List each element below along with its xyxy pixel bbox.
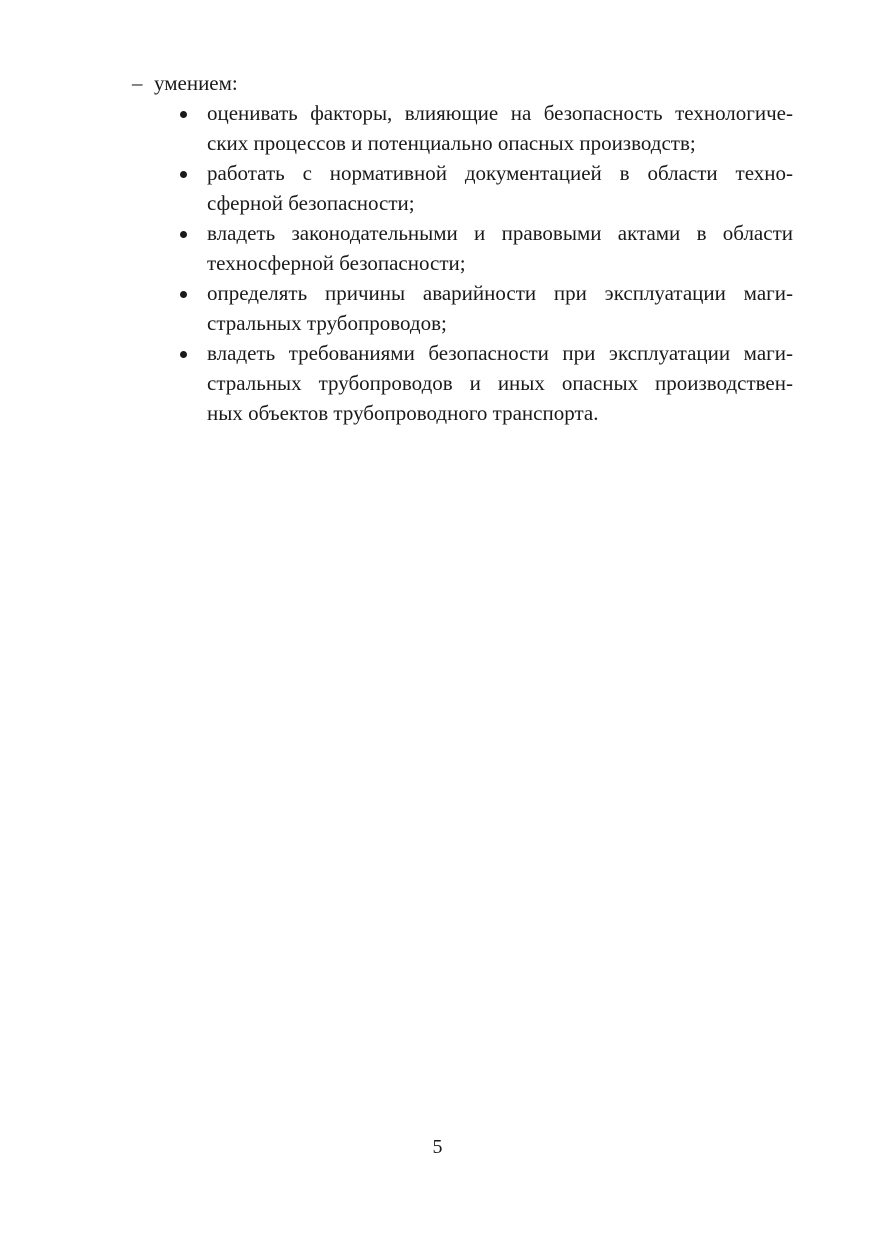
lead-item xyxy=(132,68,238,98)
list-item-line: техносферной безопасности; xyxy=(207,251,466,275)
list-item-line: работать с нормативной документацией в области техно- xyxy=(207,161,793,185)
list-item xyxy=(207,278,793,338)
list-item-line: стральных трубопроводов и иных опасных производствен- xyxy=(207,371,793,395)
list-item xyxy=(207,158,793,218)
list-item-line: оценивать факторы, влияющие на безопасность технологиче- xyxy=(207,101,793,125)
list-item-line: сферной безопасности; xyxy=(207,191,415,215)
list-item-line: ских процессов и потенциально опасных производств; xyxy=(207,131,696,155)
bullet-icon xyxy=(180,231,187,238)
list-item-line: ных объектов трубопроводного транспорта. xyxy=(207,401,599,425)
list-item xyxy=(207,98,793,158)
bullet-icon xyxy=(180,111,187,118)
bullet-icon xyxy=(180,171,187,178)
bullet-icon xyxy=(180,291,187,298)
lead-text: умением: xyxy=(154,71,238,95)
list-item-line: определять причины аварийности при эксплуатации маги- xyxy=(207,281,793,305)
bullet-list xyxy=(207,98,793,428)
list-item-line: стральных трубопроводов; xyxy=(207,311,447,335)
list-item-line: владеть требованиями безопасности при эксплуатации маги- xyxy=(207,341,793,365)
list-item xyxy=(207,218,793,278)
page-number: 5 xyxy=(432,1136,443,1158)
list-item xyxy=(207,338,793,428)
list-item-line: владеть законодательными и правовыми актами в области xyxy=(207,221,793,245)
dash-marker: – xyxy=(132,71,143,95)
bullet-icon xyxy=(180,351,187,358)
